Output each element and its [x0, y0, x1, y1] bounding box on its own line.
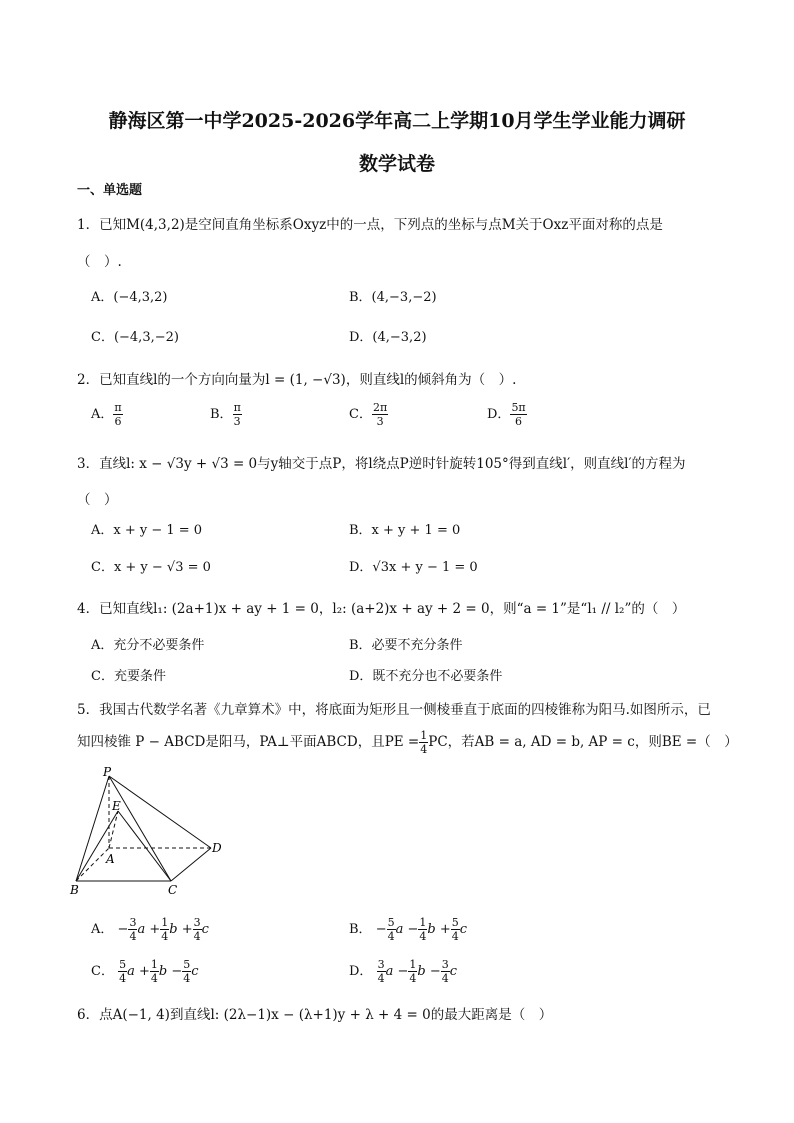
question-2-option-a — [91, 401, 123, 428]
exam-title: 静海区第一中学2025-2026学年高二上学期10月学生学业能力调研 — [108, 110, 686, 132]
segment-be — [76, 811, 118, 881]
question-1-option-d: D．(4,−3,2) — [349, 330, 427, 345]
fraction: $\frac{\pi}{6}$ — [114, 401, 122, 428]
question-3-option-a: A．x + y − 1 = 0 — [91, 523, 203, 538]
question-1-option-a: A．(−4,3,2) — [91, 290, 168, 305]
question-5-option-a: A． − $\frac{3}{4}$ a + $\frac{1}{4}$ b + $\frac{3}{4}$ c — [91, 916, 209, 943]
question-4-option-a: A．充分不必要条件 — [91, 638, 205, 653]
fraction: $\frac{2\pi}{3}$ — [372, 401, 388, 428]
fraction: $\frac{5\pi}{6}$ — [511, 401, 526, 428]
label-b: B — [70, 883, 79, 897]
edge-pb — [76, 776, 109, 881]
question-2-text: 2．已知直线l的一个方向向量为l = (1, −√3)，则直线l的倾斜角为（ ）. — [77, 372, 517, 388]
question-2-option-d — [487, 401, 527, 428]
edge-ae-hidden — [109, 811, 118, 848]
edge-pd — [109, 776, 211, 848]
label-a: A — [106, 852, 115, 866]
label-c: C — [168, 883, 178, 897]
option-letter: A． — [91, 407, 114, 422]
question-2-option-c — [349, 401, 388, 428]
question-3-option-c: C．x + y − √3 = 0 — [91, 560, 211, 575]
edge-pc — [109, 776, 171, 881]
label-p: P — [103, 766, 112, 779]
exam-subtitle: 数学试卷 — [358, 153, 435, 175]
question-4-option-d: D．既不充分也不必要条件 — [349, 669, 503, 684]
edge-cd — [171, 848, 211, 881]
pyramid-figure — [66, 766, 236, 901]
question-5-option-d: D． $\frac{3}{4}$ a − $\frac{1}{4}$ b − $\frac{3}{4}$ c — [349, 958, 458, 985]
question-2-option-b — [210, 401, 242, 428]
fraction: $\frac{\pi}{3}$ — [233, 401, 241, 428]
question-3-option-d: D．√3x + y − 1 = 0 — [349, 560, 478, 575]
question-5-text: 5．我国古代数学名著《九章算术》中，将底面为矩形且一侧棱垂直于底面的四棱锥称为阳马.如图所示，已 — [77, 702, 711, 718]
label-e: E — [112, 799, 121, 813]
question-4-option-c: C．充要条件 — [91, 669, 166, 684]
question-5-option-c: C． $\frac{5}{4}$ a + $\frac{1}{4}$ b − $\frac{5}{4}$ c — [91, 958, 199, 985]
section-heading: 一、单选题 — [77, 183, 143, 198]
question-3-option-b: B．x + y + 1 = 0 — [349, 523, 461, 538]
option-letter: C． — [349, 407, 372, 422]
question-4-option-b: B．必要不充分条件 — [349, 638, 463, 653]
question-1-option-b: B．(4,−3,−2) — [349, 290, 437, 305]
segment-ec — [118, 811, 171, 881]
option-letter: B． — [210, 407, 233, 422]
question-1-option-c: C．(−4,3,−2) — [91, 330, 179, 345]
question-1-text-cont: （ ）. — [77, 254, 122, 270]
question-5-text-cont: 知四棱锥 P − ABCD是阳马，PA⊥平面ABCD，且PE = $\frac{1}{4}$ PC，若AB = a, AD = b, AP = c，则BE =（ ） — [77, 729, 738, 756]
question-3-text: 3．直线l: x − √3y + √3 = 0与y轴交于点P，将l绕点P逆时针旋转105°得到直线l′，则直线l′的方程为 — [77, 456, 686, 472]
question-1-text: 1．已知M(4,3,2)是空间直角坐标系Oxyz中的一点，下列点的坐标与点M关于Oxz平面对称的点是 — [77, 217, 663, 233]
question-5-option-b: B． − $\frac{5}{4}$ a − $\frac{1}{4}$ b + $\frac{5}{4}$ c — [349, 916, 468, 943]
question-3-text-cont: （ ） — [77, 492, 118, 508]
question-6-text: 6．点A(−1, 4)到直线l: (2λ−1)x − (λ+1)y + λ + 4 = 0的最大距离是（ ） — [77, 1007, 553, 1023]
option-letter: D． — [487, 407, 511, 422]
question-4-text: 4．已知直线l₁: (2a+1)x + ay + 1 = 0，l₂: (a+2)x + ay + 2 = 0，则“a = 1”是“l₁ // l₂”的（ ） — [77, 601, 686, 617]
label-d: D — [212, 841, 222, 855]
fraction-one-quarter: $\frac{1}{4}$ — [420, 729, 428, 756]
